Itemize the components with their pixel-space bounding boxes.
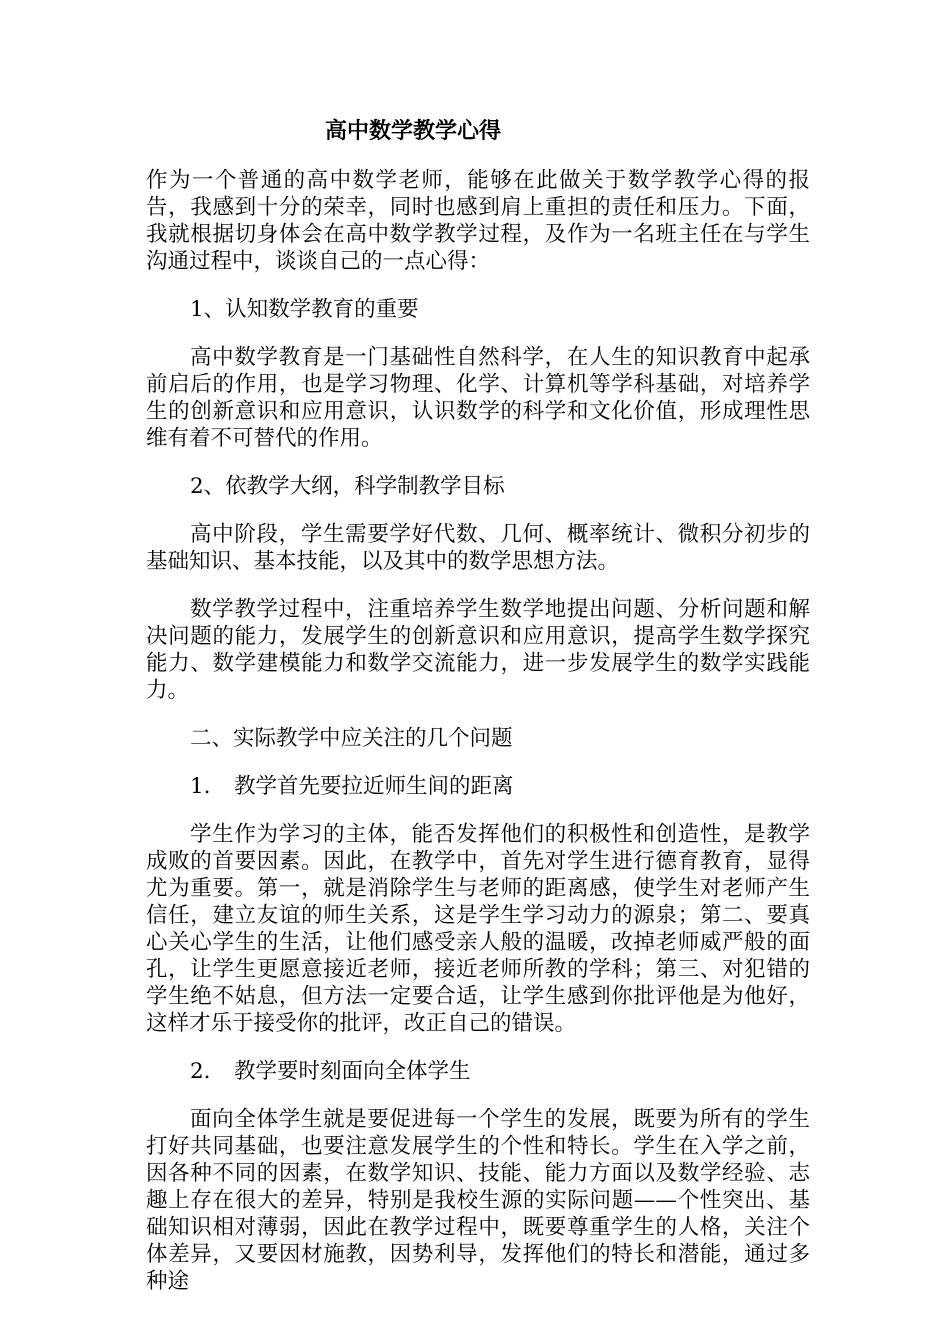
heading-4-number: 1. [190,774,211,799]
paragraph-2: 高中阶段，学生需要学好代数、几何、概率统计、微积分初步的基础知识、基本技能，以及其中的数学思想方法。 [146,522,810,574]
section-heading-3: 二、实际教学中应关注的几个问题 [190,726,513,751]
heading-5-text: 教学要时刻面向全体学生 [234,1059,471,1084]
intro-paragraph: 作为一个普通的高中数学老师，能够在此做关于数学教学心得的报告，我感到十分的荣幸，同时也感到肩上重担的责任和压力。下面，我就根据切身体会在高中数学教学过程，及作为一名班主任在与学生沟通过程中，谈谈自己的一点心得： [146,168,810,274]
paragraph-1: 高中数学教育是一门基础性自然科学，在人生的知识教育中起承前启后的作用，也是学习物理、化学、计算机等学科基础，对培养学生的创新意识和应用意识，认识数学的科学和文化价值，形成理性思维有着不可替代的作用。 [146,345,810,451]
paragraph-4: 学生作为学习的主体，能否发挥他们的积极性和创造性，是教学成败的首要因素。因此，在教学中，首先对学生进行德育教育，显得尤为重要。第一，就是消除学生与老师的距离感，使学生对老师产生信任，建立友谊的师生关系，这是学生学习动力的源泉；第二、要真心关心学生的生活，让他们感受亲人般的温暖，改掉老师威严般的面孔，让学生更愿意接近老师，接近老师所教的学科；第三、对犯错的学生绝不姑息，但方法一定要合适，让学生感到你批评他是为他好，这样才乐于接受你的批评，改正自己的错误。 [146,822,810,1036]
section-heading-2: 2、依教学大纲，科学制教学目标 [190,474,505,499]
paragraph-5: 面向全体学生就是要促进每一个学生的发展，既要为所有的学生打好共同基础，也要注意发展学生的个性和特长。学生在入学之前，因各种不同的因素，在数学知识、技能、能力方面以及数学经验、志趣上存在很大的差异，特别是我校生源的实际问题——个性突出、基础知识相对薄弱，因此在教学过程中，既要尊重学生的人格，关注个体差异，又要因材施教，因势利导，发挥他们的特长和潜能，通过多种途 [146,1107,810,1294]
section-heading-1: 1、认知数学教育的重要 [190,297,419,322]
paragraph-3: 数学教学过程中，注重培养学生数学地提出问题、分析问题和解决问题的能力，发展学生的创新意识和应用意识，提高学生数学探究能力、数学建模能力和数学交流能力，进一步发展学生的数学实践能力。 [146,597,810,703]
heading-4-text: 教学首先要拉近师生间的距离 [234,774,514,799]
document-title: 高中数学教学心得 [325,119,502,144]
section-heading-5 [190,1058,810,1085]
heading-5-number: 2. [190,1059,211,1084]
document-body [146,118,810,1316]
section-heading-4 [190,773,810,800]
